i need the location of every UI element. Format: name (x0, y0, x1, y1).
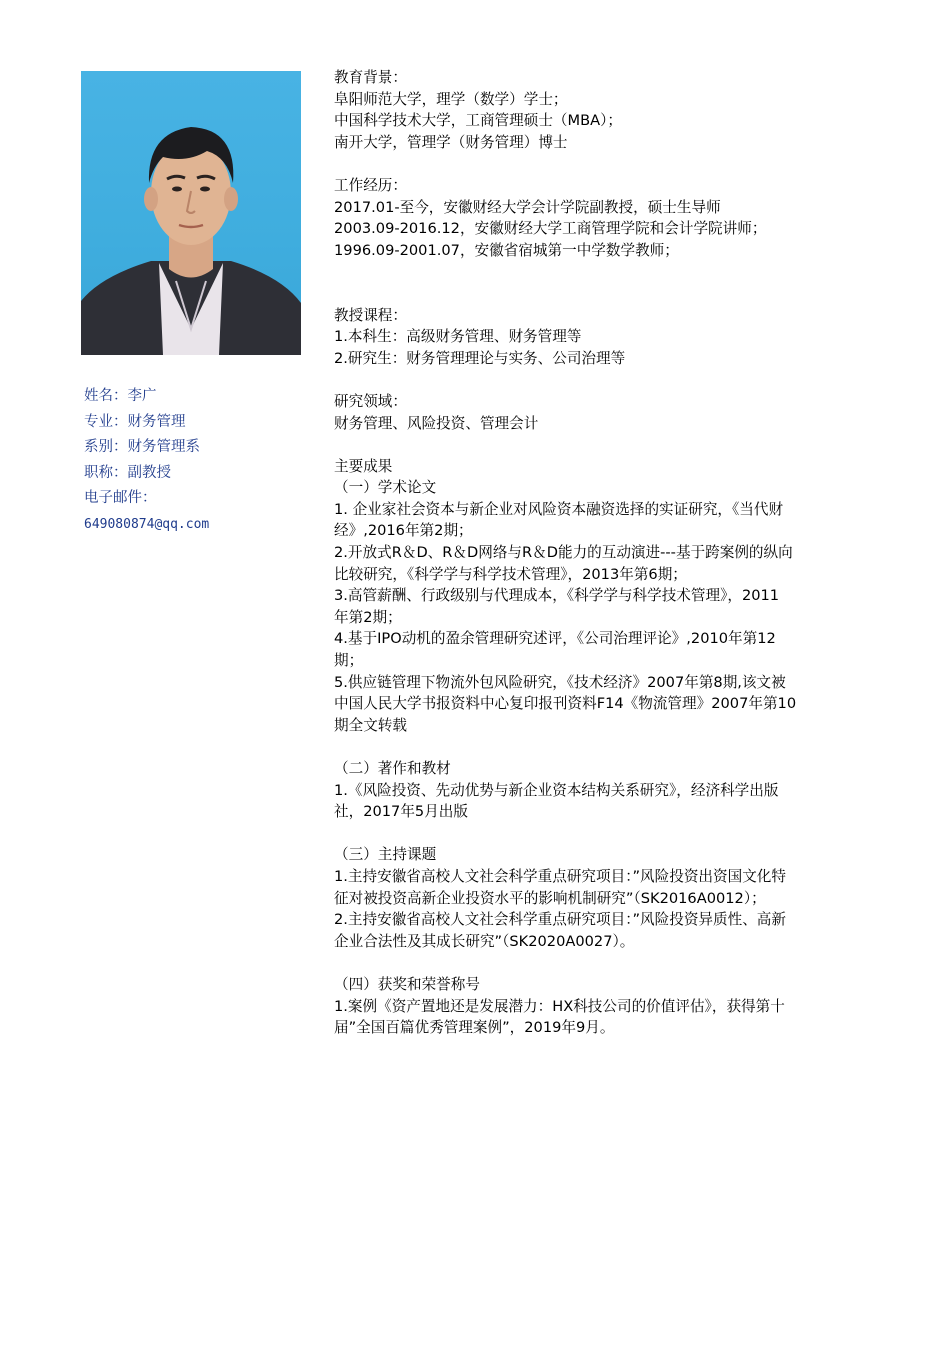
awards-heading: （四）获奖和荣誉称号 (334, 975, 480, 993)
achievements-heading: 主要成果 (334, 457, 393, 475)
education-section (334, 67, 894, 153)
award-line: 届”全国百篇优秀管理案例”，2019年9月。 (334, 1019, 615, 1037)
course-item: 2.研究生：财务管理理论与实务、公司治理等 (334, 349, 626, 367)
profile-department: 系别：财务管理系 (84, 439, 200, 455)
cv-content (334, 67, 894, 1039)
profile-major: 专业：财务管理 (84, 413, 186, 430)
work-item: 1996.09-2001.07，安徽省宿城第一中学数学教师； (334, 241, 679, 259)
education-item: 阜阳师范大学，理学（数学）学士； (334, 90, 568, 108)
work-section (334, 175, 894, 261)
profile-name: 姓名：李广 (84, 388, 157, 404)
achievements-section (334, 456, 894, 1039)
award-line: 1.案例《资产置地还是发展潜力：HX科技公司的价值评估》，获得第十 (334, 997, 785, 1015)
research-heading: 研究领域： (334, 392, 407, 410)
education-heading: 教育背景： (334, 69, 407, 86)
paper-line: 年第2期； (334, 608, 402, 626)
paper-line: 中国人民大学书报资料中心复印报刊资料F14《物流管理》2007年第10 (334, 695, 797, 713)
books-heading: （二）著作和教材 (334, 760, 451, 777)
profile-title: 职称：副教授 (84, 464, 171, 481)
work-item: 2003.09-2016.12，安徽财经大学工商管理学院和会计学院讲师； (334, 220, 767, 238)
education-item: 中国科学技术大学，工商管理硕士（MBA）； (334, 112, 622, 130)
paper-line: 3.高管薪酬、行政级别与代理成本，《科学学与科学技术管理》，2011 (334, 587, 780, 605)
profile-info (84, 384, 314, 537)
projects-heading: （三）主持课题 (334, 846, 437, 864)
courses-section (334, 305, 894, 370)
education-item: 南开大学，管理学（财务管理）博士 (334, 133, 568, 151)
paper-line: 1. 企业家社会资本与新企业对风险资本融资选择的实证研究，《当代财 (334, 500, 784, 518)
paper-line: 2.开放式R＆D、R＆D网络与R＆D能力的互动演进---基于跨案例的纵向 (334, 544, 793, 562)
paper-line: 经》,2016年第2期； (334, 522, 473, 540)
course-item: 1.本科生：高级财务管理、财务管理等 (334, 328, 582, 346)
portrait-illustration (81, 71, 301, 355)
courses-heading: 教授课程： (334, 306, 407, 324)
paper-line: 5.供应链管理下物流外包风险研究，《技术经济》2007年第8期,该文被 (334, 673, 786, 691)
work-item: 2017.01-至今，安徽财经大学会计学院副教授，硕士生导师 (334, 198, 721, 216)
profile-photo (81, 71, 301, 355)
papers-heading: （一）学术论文 (334, 479, 437, 497)
research-section (334, 391, 894, 434)
paper-line: 比较研究，《科学学与科学技术管理》，2013年第6期； (334, 565, 687, 583)
profile-email-label: 电子邮件： (84, 490, 157, 506)
book-line: 1.《风险投资、先动优势与新企业资本结构关系研究》，经济科学出版 (334, 781, 779, 799)
paper-line: 期； (334, 652, 364, 670)
project-line: 征对被投资高新企业投资水平的影响机制研究”（SK2016A0012）； (334, 889, 766, 907)
research-item: 财务管理、风险投资、管理会计 (334, 414, 539, 432)
profile-email: 649080874@qq.com (84, 516, 210, 532)
project-line: 2.主持安徽省高校人文社会科学重点研究项目：”风险投资异质性、高新 (334, 911, 786, 929)
project-line: 1.主持安徽省高校人文社会科学重点研究项目：”风险投资出资国文化特 (334, 867, 786, 885)
work-heading: 工作经历： (334, 176, 407, 194)
project-line: 企业合法性及其成长研究”（SK2020A0027）。 (334, 932, 635, 950)
paper-line: 期全文转载 (334, 716, 407, 734)
book-line: 社，2017年5月出版 (334, 803, 468, 821)
paper-line: 4.基于IPO动机的盈余管理研究述评，《公司治理评论》,2010年第12 (334, 630, 776, 648)
